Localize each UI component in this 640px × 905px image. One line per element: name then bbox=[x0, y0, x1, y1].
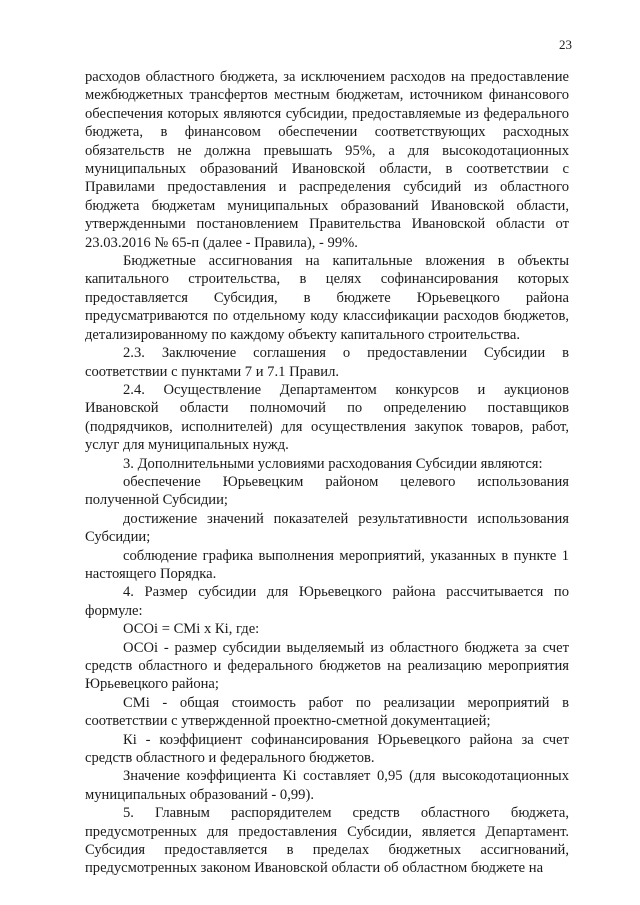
paragraph-2: Бюджетные ассигнования на капитальные вложения в объекты капитального строительства, в целях софинансирования которых предоставляется Субсидия, в бюджете Юрьевецкого района предусматриваются по отдельному коду классификации расходов бюджетов, детализированному по каждому объекту капитального строительства. bbox=[85, 253, 569, 343]
paragraph-5: 3. Дополнительными условиями расходования Субсидии являются: bbox=[123, 455, 543, 472]
paragraph-15: 5. Главным распорядителем средств областного бюджета, предусмотренных для предоставления Субсидии, является Департамент. Субсидия предоставляется в пределах бюджетных ассигнований, предусмотренных законом Ивановской области об областном бюджете на bbox=[85, 805, 569, 877]
paragraph-6: обеспечение Юрьевецким районом целевого использования полученной Субсидии; bbox=[85, 473, 569, 509]
paragraph-13: Кi - коэффициент софинансирования Юрьевецкого района за счет средств областного и федерального бюджетов. bbox=[85, 731, 569, 767]
paragraph-9: 4. Размер субсидии для Юрьевецкого района рассчитывается по формуле: bbox=[85, 584, 569, 619]
paragraph-14: Значение коэффициента Кi составляет 0,95 (для высокодотационных муниципальных образований - 0,99). bbox=[85, 768, 569, 803]
paragraph-4: 2.4. Осуществление Департаментом конкурсов и аукционов Ивановской области полномочий по определению поставщиков (подрядчиков, исполнителей) для осуществления закупок товаров, работ, услуг для муниципальных нужд. bbox=[85, 381, 569, 454]
paragraph-3: 2.3. Заключение соглашения о предоставлении Субсидии в соответствии с пунктами 7 и 7.1 Правил. bbox=[85, 345, 569, 380]
formula-line: ОСОi = СМi х Кi, где: bbox=[123, 621, 260, 638]
paragraph-8: соблюдение графика выполнения мероприятий, указанных в пункте 1 настоящего Порядка. bbox=[85, 547, 569, 582]
page-number: 23 bbox=[559, 37, 572, 52]
paragraph-1: расходов областного бюджета, за исключением расходов на предоставление межбюджетных трансфертов местным бюджетам, источником финансового обеспечения которых являются субсидии, предоставляемые из федерального бюджета, в финансовом обеспечении соответствующих расходных обязательств не должна превышать 95%, а для высокодотационных муниципальных образований Ивановской области, в соответствии с Правилами предоставления и распределения субсидий из областного бюджета бюджетам муниципальных образований Ивановской области, утвержденными постановлением Правительства Ивановской области от 23.03.2016 № 65-п (далее - Правила), - 99%. bbox=[85, 69, 569, 251]
page-content bbox=[85, 68, 569, 878]
paragraph-11: ОСОi - размер субсидии выделяемый из областного бюджета за счет средств областного и федерального бюджетов на реализацию мероприятия Юрьевецкого района; bbox=[85, 639, 569, 693]
paragraph-12: СМi - общая стоимость работ по реализации мероприятий в соответствии с утвержденной проектно-сметной документацией; bbox=[85, 694, 569, 730]
paragraph-7: достижение значений показателей результативности использования Субсидии; bbox=[85, 510, 569, 546]
